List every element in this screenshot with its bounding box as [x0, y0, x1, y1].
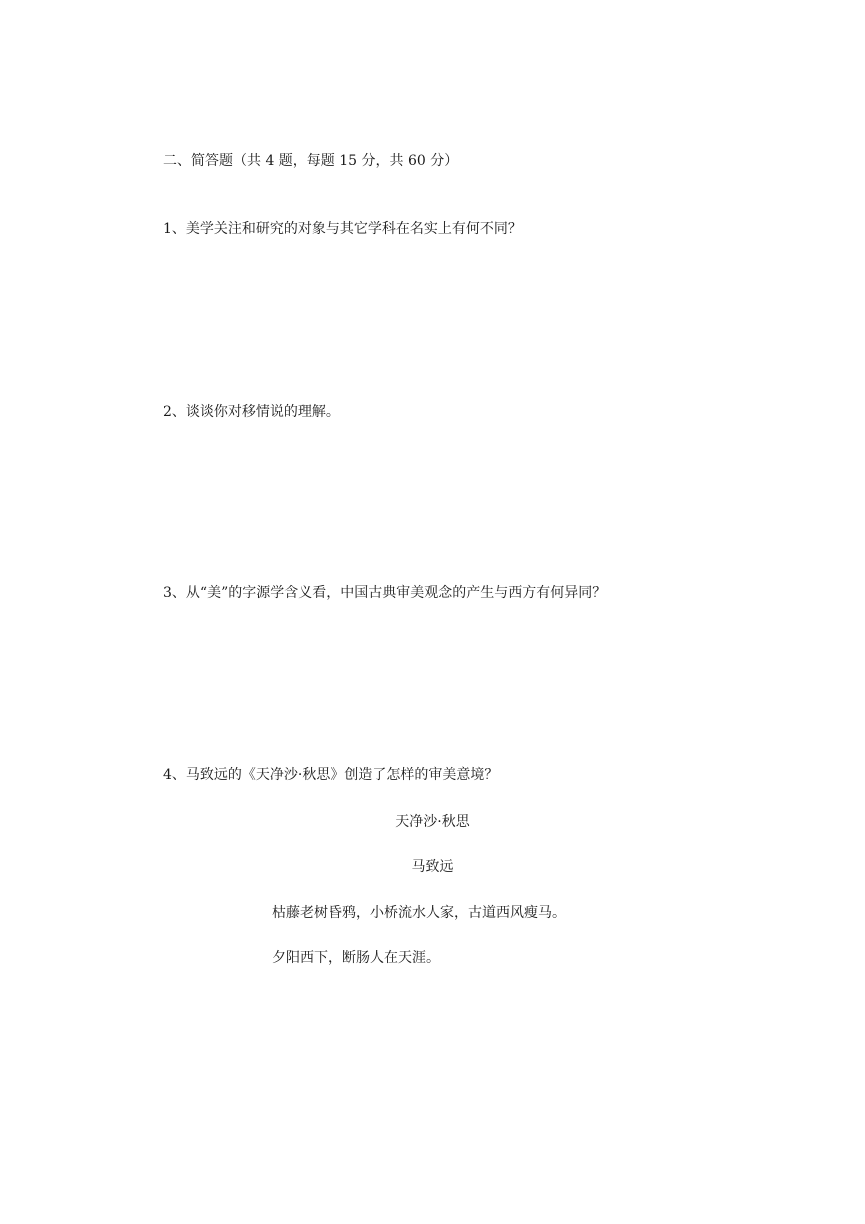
question-4: 4、马致远的《天净沙·秋思》创造了怎样的审美意境？ [163, 767, 499, 783]
question-1: 1、美学关注和研究的对象与其它学科在名实上有何不同？ [163, 221, 522, 237]
question-2: 2、谈谈你对移情说的理解。 [163, 404, 340, 420]
poem-line-2: 夕阳西下，断肠人在天涯。 [272, 950, 440, 966]
poem-author: 马致远 [411, 859, 454, 875]
poem-line-1: 枯藤老树昏鸦，小桥流水人家，古道西风瘦马。 [272, 905, 566, 921]
poem-title: 天净沙·秋思 [395, 814, 470, 830]
question-3: 3、从“美”的字源学含义看，中国古典审美观念的产生与西方有何异同？ [163, 585, 607, 601]
section-heading: 二、简答题（共 4 题，每题 15 分，共 60 分） [163, 153, 459, 169]
